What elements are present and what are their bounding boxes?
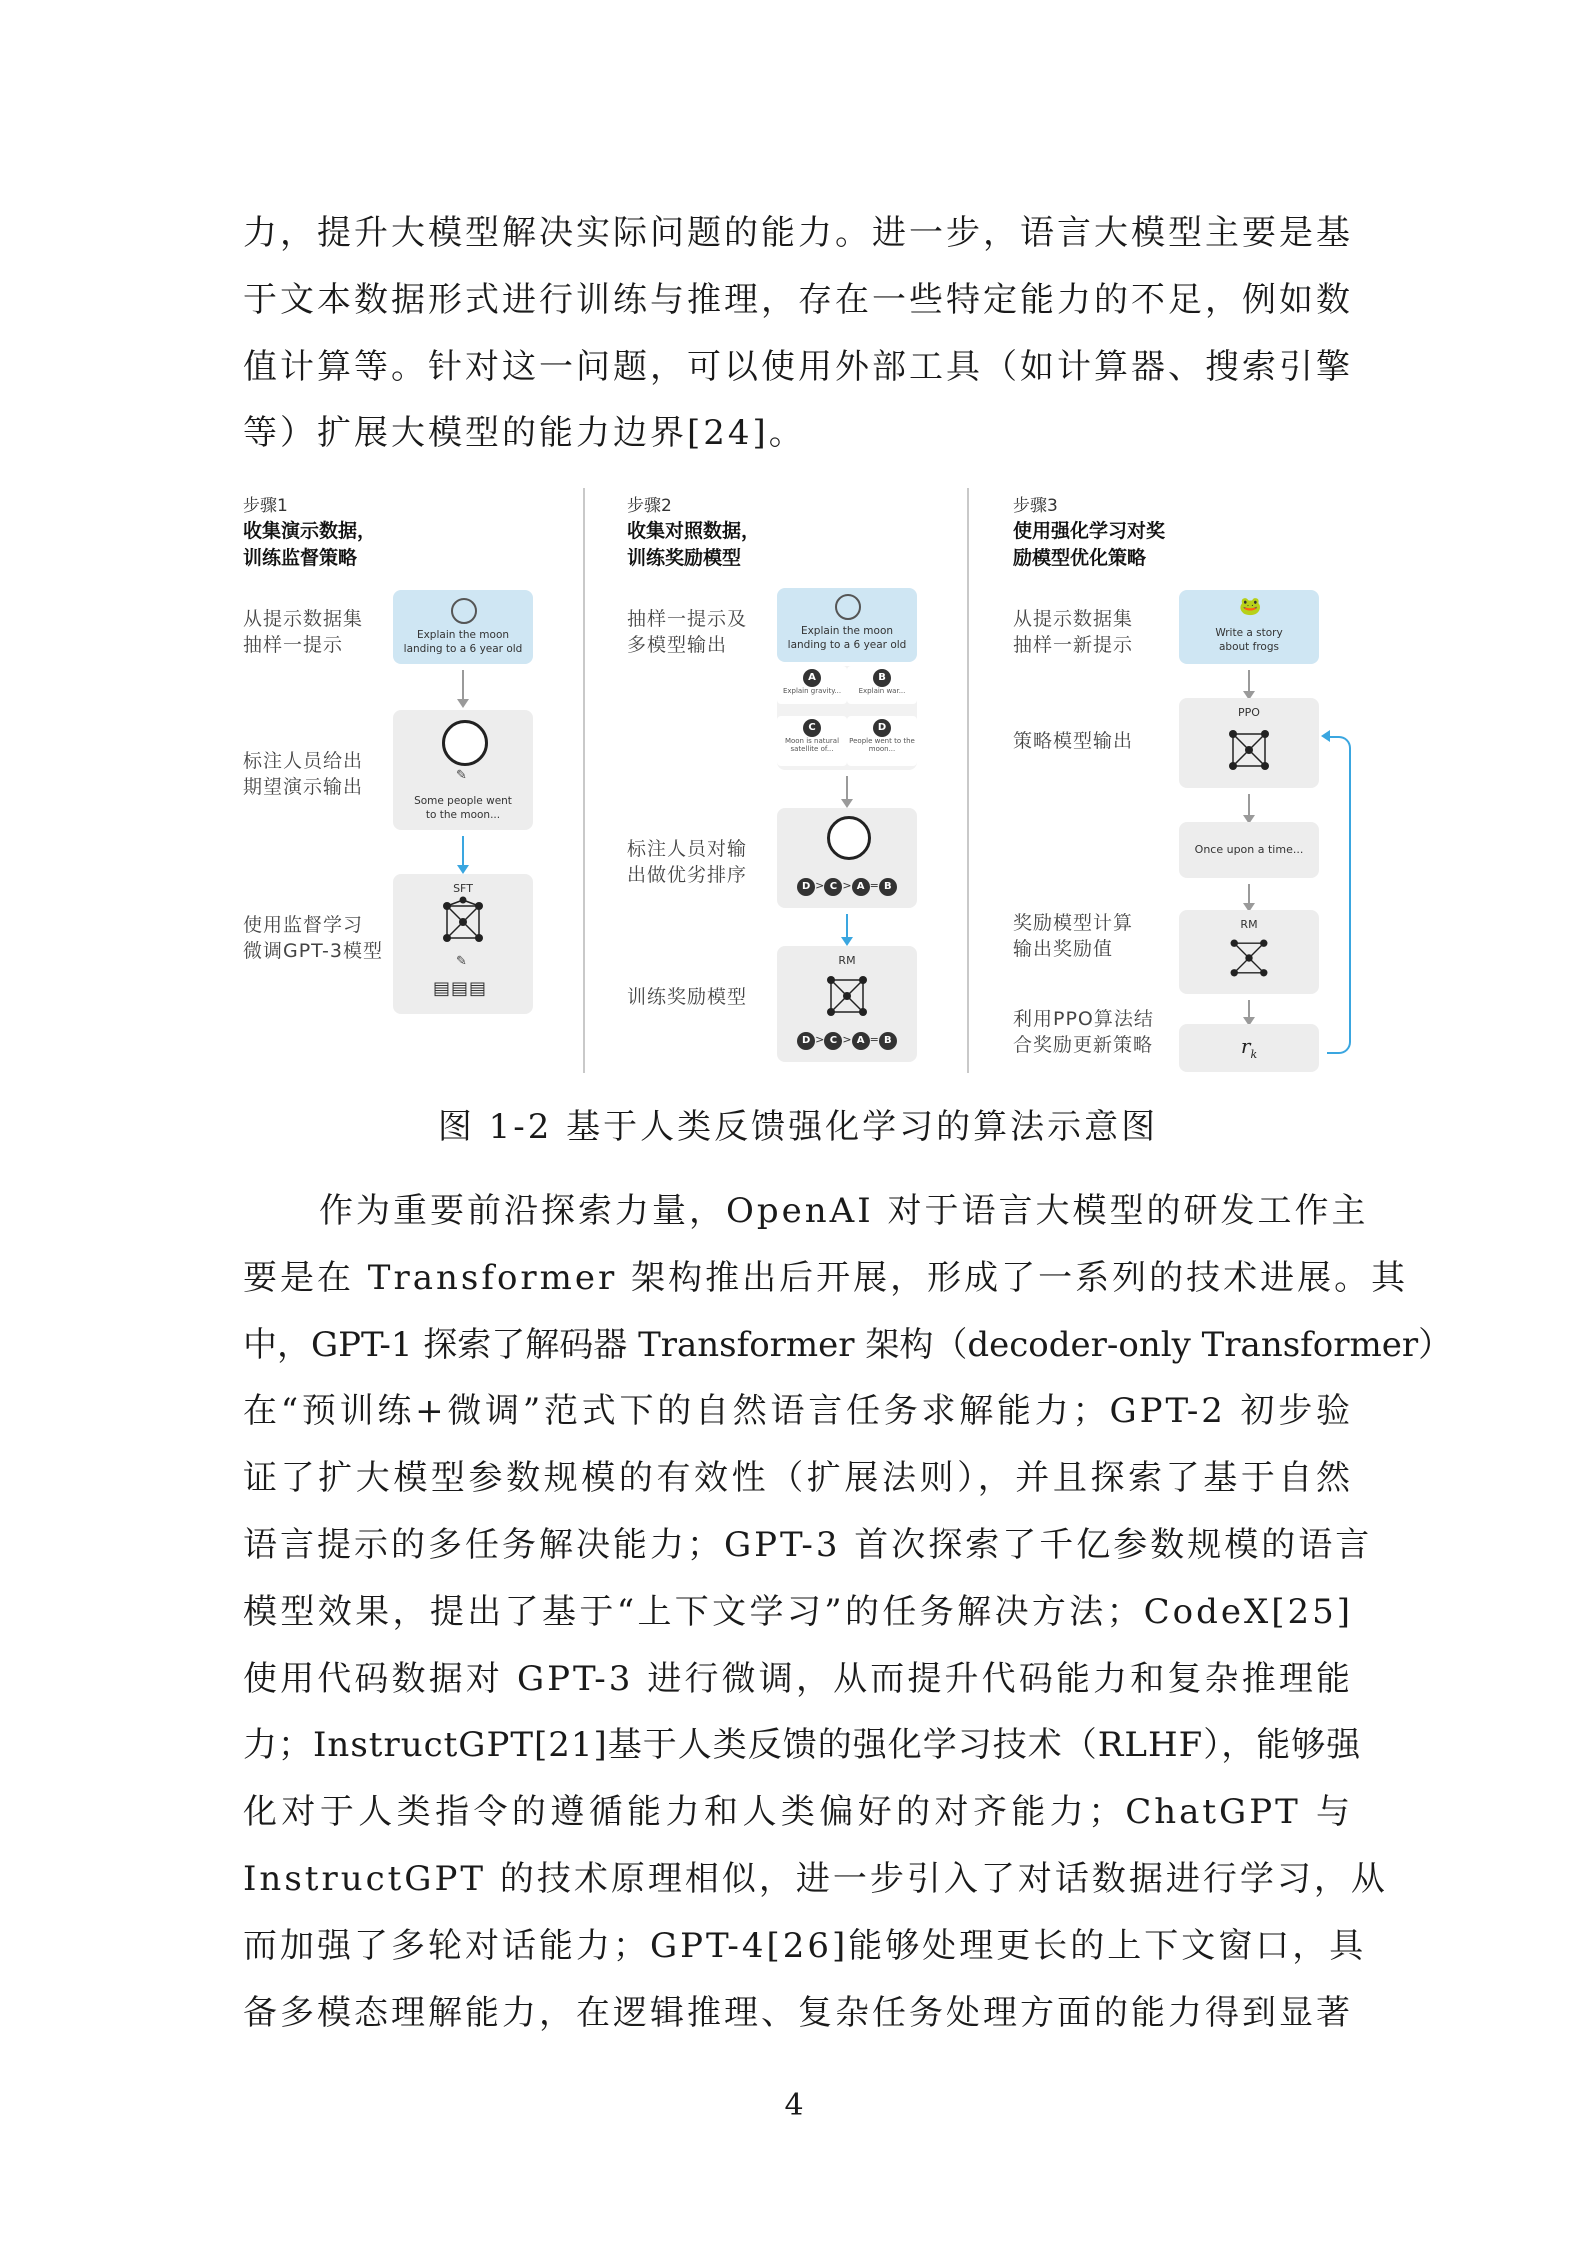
text-line: InstructGPT 的技术原理相似，进一步引入了对话数据进行学习，从: [243, 1858, 1388, 1899]
figure-divider: [583, 488, 585, 1073]
frog-icon: 🐸: [1239, 596, 1262, 617]
text-line: 使用代码数据对 GPT-3 进行微调，从而提升代码能力和复杂推理能: [243, 1658, 1353, 1699]
step3-ppo-box: PPO: [1179, 698, 1319, 788]
text-line: 语言提示的多任务解决能力；GPT-3 首次探索了千亿参数规模的语言: [243, 1524, 1373, 1565]
figure-divider: [967, 488, 969, 1073]
arrow: [1248, 794, 1250, 816]
text-line: 在“预训练+微调”范式下的自然语言任务求解能力；GPT-2 初步验: [243, 1391, 1353, 1432]
step3-desc-3: 奖励模型计算 输出奖励值: [1013, 912, 1134, 960]
step1-label: 步骤1: [243, 496, 288, 516]
pencil-icon: ✎: [456, 768, 467, 783]
arrow: [462, 836, 464, 866]
step2-title: 收集对照数据， 训练奖励模型: [627, 520, 761, 569]
step2-ranking-box: [777, 808, 917, 908]
arrow: [1248, 670, 1250, 692]
text-line: 模型效果，提出了基于“上下文学习”的任务解决方法；CodeX[25]: [243, 1591, 1353, 1632]
arrow: [1248, 884, 1250, 904]
arrow: [1248, 1000, 1250, 1018]
text-line: 要是在 Transformer 架构推出后开展，形成了一系列的技术进展。其: [243, 1257, 1409, 1298]
text-line: 等）扩展大模型的能力边界[24]。: [243, 413, 806, 454]
step3-rm-box: RM: [1179, 910, 1319, 994]
labeler-avatar-icon: [827, 816, 871, 860]
output-card: B Explain war...: [847, 666, 917, 704]
arrow: [846, 776, 848, 800]
text-line: 中，GPT-1 探索了解码器 Transformer 架构（decoder-only Transformer）: [243, 1324, 1453, 1365]
paragraph-openai: [243, 1178, 1453, 2046]
arrow: [462, 670, 464, 700]
network-icon: [1223, 724, 1275, 776]
pencil-icon: ✎: [456, 954, 467, 969]
output-card: C Moon is natural satellite of...: [777, 716, 847, 766]
figure-caption: 图 1-2 基于人类反馈强化学习的算法示意图: [437, 1107, 1159, 1147]
step2-outputs-box: [777, 666, 917, 770]
output-card: A Explain gravity...: [777, 666, 847, 704]
paragraph-intro: [243, 200, 1353, 467]
text-line: 值计算等。针对这一问题，可以使用外部工具（如计算器、搜索引擎: [243, 346, 1353, 387]
prompt-icon: [451, 598, 477, 624]
text-line: 力；InstructGPT[21]基于人类反馈的强化学习技术（RLHF），能够强: [243, 1725, 1362, 1766]
ranking: D > C > A = B: [777, 878, 917, 896]
step3-title: 使用强化学习对奖 励模型优化策略: [1013, 520, 1166, 569]
page-number: 4: [784, 2088, 804, 2123]
step3-desc-2: 策略模型输出: [1013, 730, 1134, 752]
step2-desc-2: 标注人员对输 出做优劣排序: [627, 838, 748, 886]
text-line: 证了扩大模型参数规模的有效性（扩展法则），并且探索了基于自然: [243, 1458, 1353, 1499]
text-line: 化对于人类指令的遵循能力和人类偏好的对齐能力；ChatGPT 与: [243, 1792, 1353, 1833]
step2-desc-3: 训练奖励模型: [627, 986, 748, 1008]
text-line: 备多模态理解能力，在逻辑推理、复杂任务处理方面的能力得到显著: [243, 1992, 1353, 2033]
arrow: [846, 914, 848, 938]
step1-sft-box: SFT ✎ ▤▤▤: [393, 874, 533, 1014]
text-line: 力，提升大模型解决实际问题的能力。进一步，语言大模型主要是基: [243, 213, 1353, 253]
step1-title: 收集演示数据， 训练监督策略: [243, 520, 377, 569]
output-card: D People went to the moon...: [847, 716, 917, 766]
step2-rm-box: RM D > C > A = B: [777, 946, 917, 1062]
step1-prompt-box: Explain the moon landing to a 6 year old: [393, 590, 533, 664]
arrow-head: [1321, 730, 1330, 742]
step3-label: 步骤3: [1013, 496, 1058, 516]
rlhf-figure: [243, 488, 1353, 1078]
network-icon: [437, 896, 489, 948]
step3-output-box: Once upon a time...: [1179, 822, 1319, 878]
documents-icon: ▤▤▤: [433, 978, 488, 999]
ranking: D > C > A = B: [777, 1032, 917, 1050]
step3-reward-box: [1179, 1024, 1319, 1072]
step3-desc-4: 利用PPO算法结 合奖励更新策略: [1013, 1008, 1154, 1056]
step3-prompt-box: 🐸 Write a story about frogs: [1179, 590, 1319, 664]
network-icon: [821, 970, 873, 1022]
text-line: 作为重要前沿探索力量，OpenAI 对于语言大模型的研发工作主: [319, 1191, 1369, 1231]
step1-desc-2: 标注人员给出 期望演示输出: [243, 750, 364, 798]
network-icon: [1225, 934, 1273, 982]
step3-desc-1: 从提示数据集 抽样一新提示: [1013, 608, 1134, 656]
step2-label: 步骤2: [627, 496, 672, 516]
feedback-loop-arrow: [1327, 736, 1351, 1054]
step2-prompt-box: Explain the moon landing to a 6 year old: [777, 588, 917, 662]
prompt-icon: [835, 594, 861, 620]
step1-desc-3: 使用监督学习 微调GPT-3模型: [243, 914, 383, 962]
step1-demo-box: ✎ Some people went to the moon...: [393, 710, 533, 830]
labeler-avatar-icon: [442, 720, 488, 766]
step2-desc-1: 抽样一提示及 多模型输出: [627, 608, 748, 656]
reward-symbol: $r_k$: [1240, 1034, 1258, 1061]
text-line: 于文本数据形式进行训练与推理，存在一些特定能力的不足，例如数: [243, 279, 1353, 320]
step1-desc-1: 从提示数据集 抽样一提示: [243, 608, 364, 656]
text-line: 而加强了多轮对话能力；GPT-4[26]能够处理更长的上下文窗口，具: [243, 1925, 1367, 1966]
